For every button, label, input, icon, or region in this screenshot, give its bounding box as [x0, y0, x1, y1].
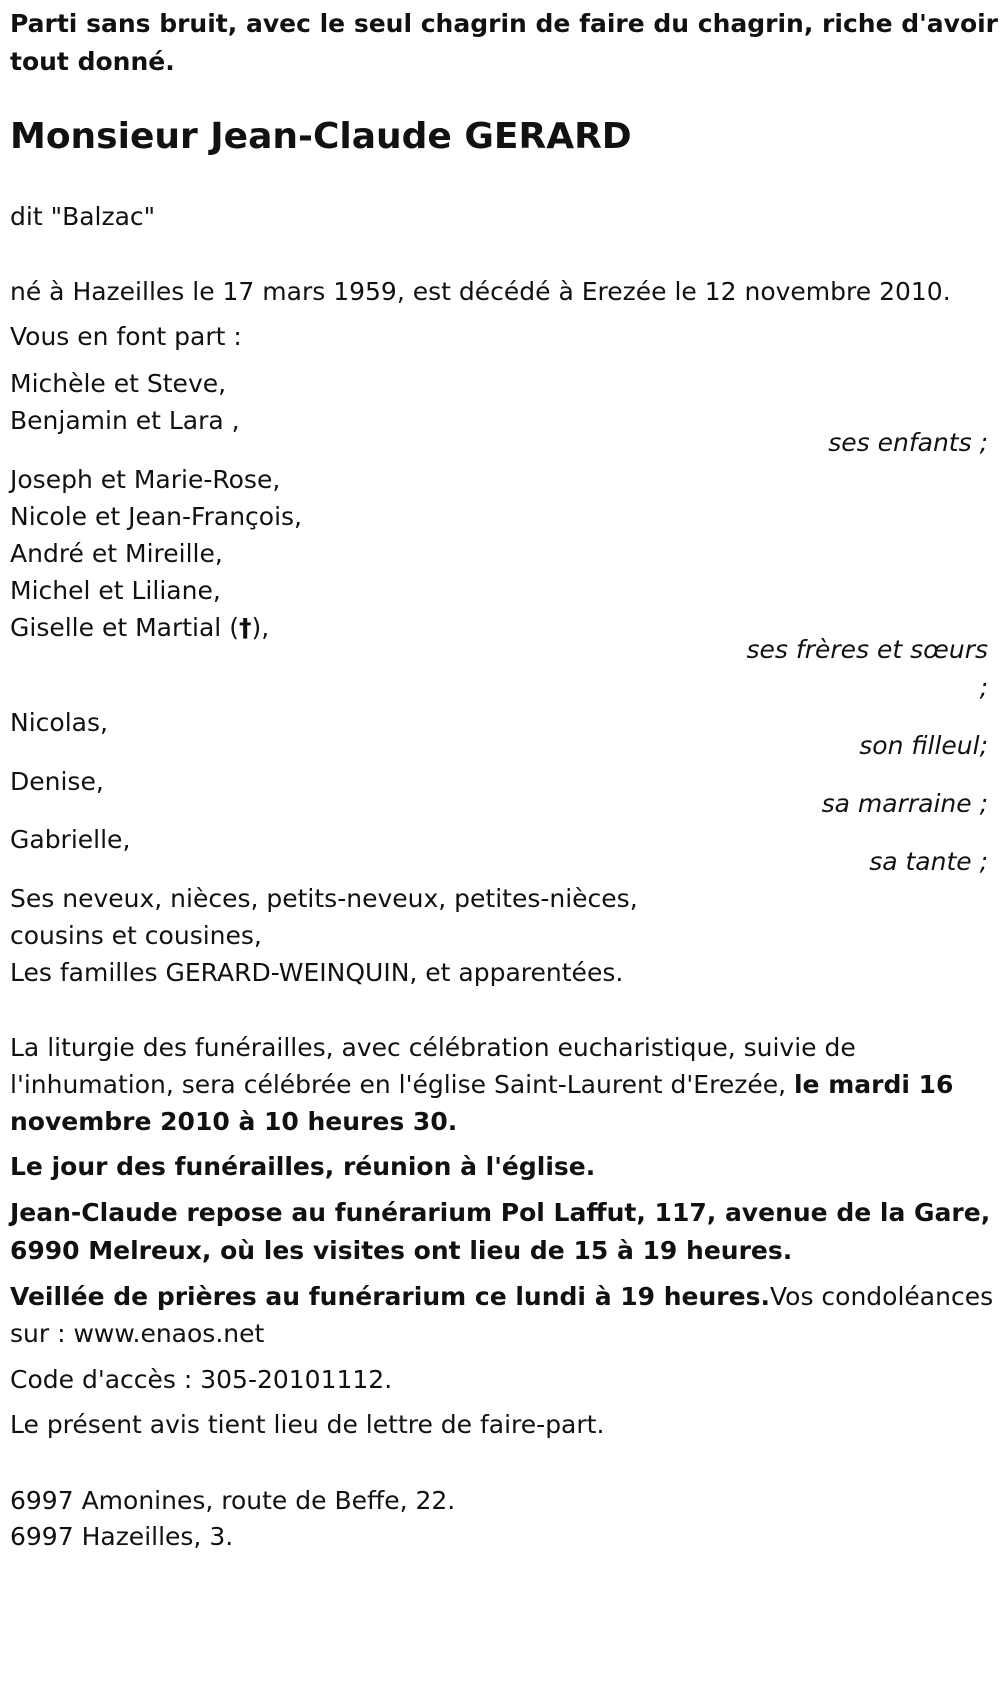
- birth-death-statement: né à Hazeilles le 17 mars 1959, est décédé à Erezée le 12 novembre 2010.: [10, 277, 951, 306]
- child-name: Benjamin et Lara ,: [10, 406, 240, 435]
- vigil-info: Veillée de prières au funérarium ce lundi à 19 heures.: [10, 1282, 770, 1311]
- godson-role: son filleul;: [859, 731, 988, 760]
- godmother-role: sa marraine ;: [821, 789, 988, 818]
- sibling-name-suffix: ),: [251, 613, 270, 642]
- nickname: dit "Balzac": [10, 202, 156, 231]
- access-code: Code d'accès : 305-20101112.: [10, 1365, 393, 1394]
- cross-icon: †: [238, 613, 252, 642]
- epigraph-line-2: tout donné.: [10, 47, 175, 76]
- child-name: Michèle et Steve,: [10, 369, 227, 398]
- relatives-line: cousins et cousines,: [10, 921, 262, 950]
- godmother-name: Denise,: [10, 767, 104, 796]
- siblings-role: ses frères et sœurs: [746, 635, 988, 664]
- aunt-name: Gabrielle,: [10, 825, 131, 854]
- meeting-info: Le jour des funérailles, réunion à l'église.: [10, 1152, 596, 1181]
- sibling-name: Nicole et Jean-François,: [10, 502, 302, 531]
- liturgy-line-1: La liturgie des funérailles, avec célébration eucharistique, suivie de: [10, 1033, 856, 1062]
- liturgy-line-2: [10, 1065, 953, 1105]
- siblings-role-punctuation: ;: [979, 673, 988, 702]
- funeral-home-line-2: 6990 Melreux, où les visites ont lieu de 15 à 19 heures.: [10, 1236, 793, 1265]
- liturgy-text: l'inhumation, sera célébrée en l'église Saint-Laurent d'Erezée,: [10, 1070, 794, 1099]
- address-line: 6997 Hazeilles, 3.: [10, 1522, 234, 1551]
- liturgy-date-line-3: novembre 2010 à 10 heures 30.: [10, 1107, 458, 1136]
- sibling-name: Joseph et Marie-Rose,: [10, 465, 281, 494]
- liturgy-date: le mardi 16: [793, 1070, 954, 1099]
- deceased-name: Monsieur Jean-Claude GERARD: [10, 116, 632, 157]
- sibling-name-prefix: Giselle et Martial (: [10, 613, 239, 642]
- notice-text: Le présent avis tient lieu de lettre de faire-part.: [10, 1410, 605, 1439]
- funeral-home-line-1: Jean-Claude repose au funérarium Pol Laffut, 117, avenue de la Gare,: [10, 1198, 991, 1227]
- epigraph-line-1: Parti sans bruit, avec le seul chagrin de faire du chagrin, riche d'avoir: [10, 9, 999, 38]
- sibling-name-deceased: [10, 608, 269, 648]
- condolences-text: Vos condoléances: [769, 1282, 994, 1311]
- vigil-line-1: [10, 1277, 993, 1317]
- address-line: 6997 Amonines, route de Beffe, 22.: [10, 1486, 456, 1515]
- sibling-name: Michel et Liliane,: [10, 576, 221, 605]
- relatives-line: Ses neveux, nièces, petits-neveux, petites-nièces,: [10, 884, 638, 913]
- sibling-name: André et Mireille,: [10, 539, 223, 568]
- children-role: ses enfants ;: [828, 428, 988, 457]
- aunt-role: sa tante ;: [869, 847, 988, 876]
- godson-name: Nicolas,: [10, 708, 108, 737]
- relatives-line: Les familles GERARD-WEINQUIN, et apparentées.: [10, 958, 624, 987]
- announce-heading: Vous en font part :: [10, 322, 242, 351]
- condolences-website: sur : www.enaos.net: [10, 1319, 265, 1348]
